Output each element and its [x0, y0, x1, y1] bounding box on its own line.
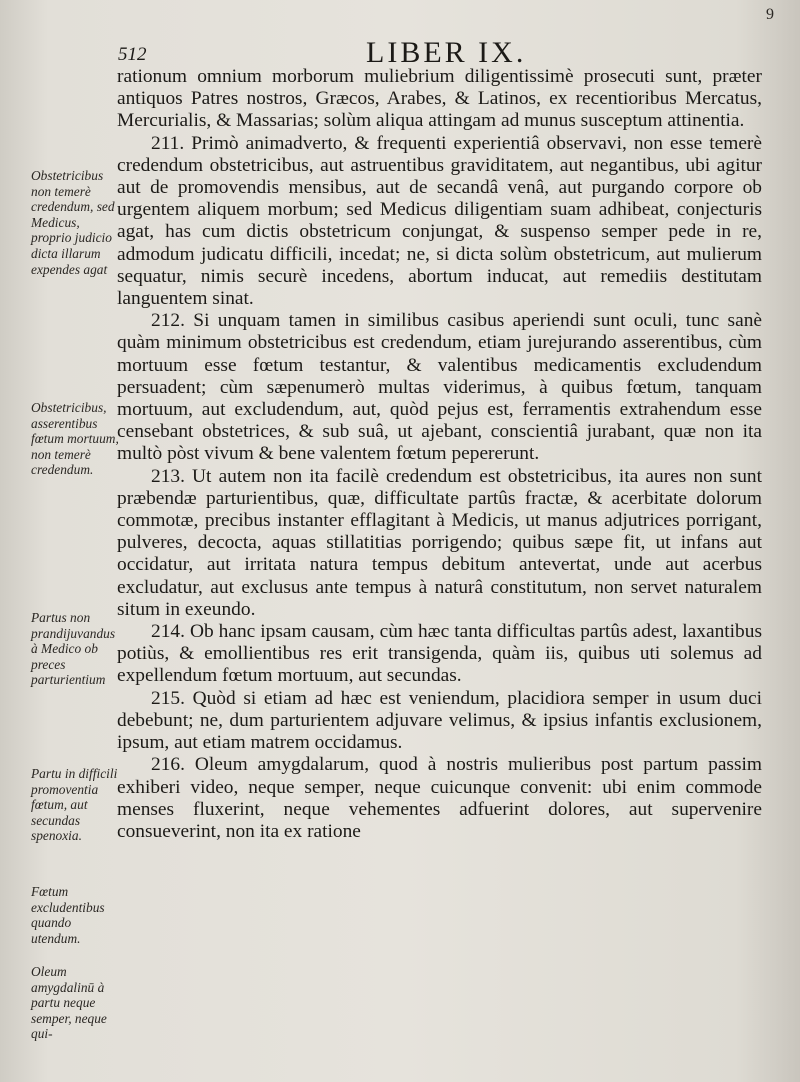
margin-note-2: Obstetricibus, asserentibus fœtum mortuum, non temerè credendum. [31, 400, 119, 478]
paragraph-continuation: rationum omnium morborum muliebrium diligentissimè prosecuti sunt, præter antiquos Patres nostros, Græcos, Arabes, & Latinos, ex recentioribus Mercatus, Mercurialis, & Massarias; solùm aliqua attingam ad munus susceptum attinentia. [117, 66, 762, 132]
paragraph-215: 215. Quòd si etiam ad hæc est veniendum, placidiora semper in usum duci debebunt; ne, dum parturientem adjuvare velimus, & ipsius infantis exclusionem, ipsum, aut etiam matrem occidamus. [117, 687, 762, 754]
paragraph-213: 213. Ut autem non ita facilè credendum est obstetricibus, ita aures non sunt præbendæ parturientibus, quæ, difficultate partûs fractæ, & acerbitate dolorum commotæ, precibus instanter efflagitant à Medicis, ut manus adjutrices porrigant, pulveres, decocta, aquas stillatitias porrigendo; quibus sæpe fit, ut infans aut occidatur, aut irritata natura tempus debitum antevertat, unde aut acerbus excludatur, aut exclusus ante tempus à naturâ constitutum, non servet naturalem situm in exeundo. [117, 465, 762, 620]
paragraph-211: 211. Primò animadverto, & frequenti experientiâ observavi, non esse temerè credendum obstetricibus, aut astruentibus graviditatem, aut negantibus, ubi agitur aut de promovendis mensibus, aut de secandâ venâ, aut purgando corpore ob urgentem aliquem morbum; sed Medicus diligentiam suam adhibeat, conjecturis agat, has cum dictis obstetricum conjungat, & suspenso semper pede in re, admodum judicatu difficili, incedat; ne, si dicta solùm obstetricum, aut mulierum sequatur, nimis securè incedens, abortum inducat, aut remediis destitutam languentem sinat. [117, 132, 762, 310]
margin-note-1: Obstetricibus non temerè credendum, sed Medicus, proprio judicio dicta illarum expendes agat [31, 168, 115, 277]
corner-mark: 9 [766, 6, 774, 23]
paragraph-212: 212. Si unquam tamen in similibus casibus aperiendi sunt oculi, tunc sanè quàm minimum obstetricibus est credendum, etiam jurejurando asserentibus, cùm mortuum esse fœtum testantur, & valentibus medicamentis excludendum persuadent; cùm sæpenumerò multas viderimus, à quibus fœtum, tanquam mortuum, aut excludendum, aut, quòd pejus est, ferramentis extrahendum esse censebant obstetrices, & sub suâ, ut ajebant, conscientiâ jurabant, quæ non ita multò pòst vivum & bene valentem fœtum pepererunt. [117, 310, 762, 465]
main-text [117, 66, 762, 843]
page-number: 512 [118, 44, 147, 65]
margin-note-3: Partus non prandijuvandus à Medico ob preces parturientium [31, 610, 116, 688]
margin-note-6: Oleum amygdalinū à partu neque semper, neque qui- [31, 964, 107, 1042]
margin-note-5: Fœtum excludentibus quando utendum. [31, 884, 105, 946]
paragraph-214: 214. Ob hanc ipsam causam, cùm hæc tanta difficultas partûs adest, laxantibus potiùs, & emollientibus res erit transigenda, quàm iis, quibus uti solemus ad expellendum fœtum mortuum, aut secundas. [117, 621, 762, 687]
page-header [0, 34, 800, 68]
running-title: LIBER IX. [366, 36, 527, 69]
paragraph-216: 216. Oleum amygdalarum, quod à nostris mulieribus post partum passim exhiberi video, neque semper, neque cuicunque convenit: ubi enim commode menses fluxerint, neque vehementes adfuerint dolores, aut supervenire consueverint, non ita ex ratione [117, 754, 762, 842]
margin-note-4: Partu in difficili promoventia fœtum, aut secundas spenoxia. [31, 766, 118, 844]
